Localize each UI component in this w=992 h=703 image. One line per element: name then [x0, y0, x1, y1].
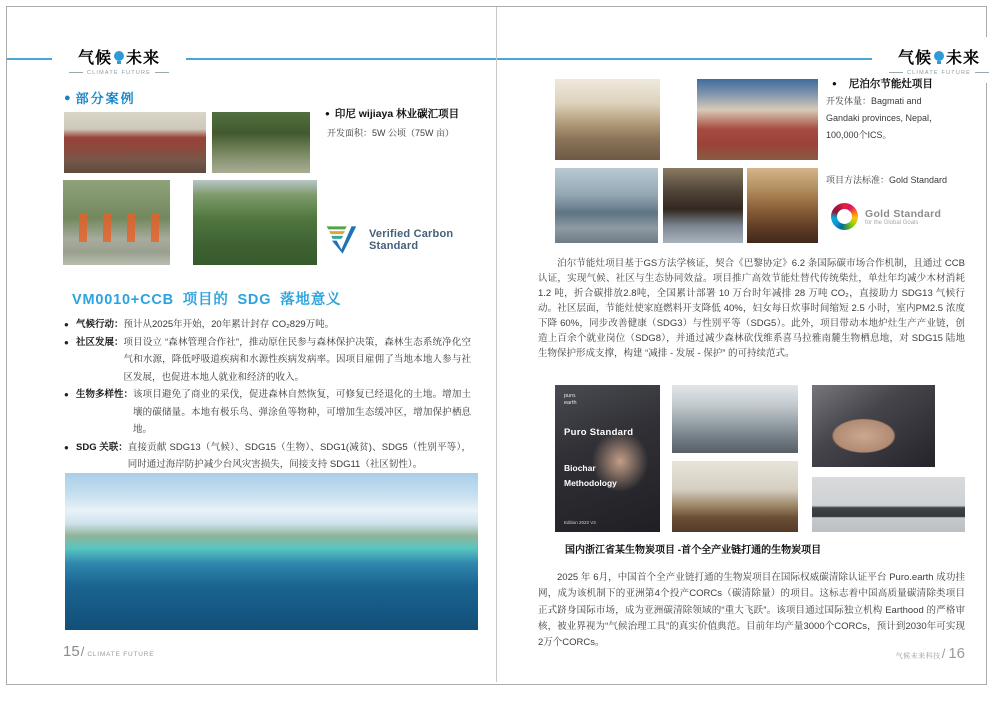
footer-label: CLIMATE FUTURE [87, 651, 155, 658]
case2-volume-line2: Gandaki provinces, Nepal， [826, 113, 939, 123]
photo-stove-closeup [663, 168, 743, 243]
sdg-bullet-list [64, 316, 471, 474]
photo-puro-standard-cover [555, 385, 660, 532]
photo-signing-ceremony [812, 477, 965, 532]
page-number: 15 [63, 643, 80, 660]
paragraph-biochar-text: 2025 年 6月，中国首个全产业链打通的生物炭项目在国际权威碳清除认证平台 Puro.earth 成功挂网，成为该机制下的亚洲第4个投产CORCs（碳清除量）的项目。这标志着中国高质量碳清除类项目正式跻身国际市场，成为亚洲碳清除领域的“重大飞跃”。该项目通过国际独立机构 Earthood 的严格审核，被业界视为“气候治理工具”的真实价值典范。目前年均产量3000个CORCs，预计到2030年可实现2万个CORCs。 [538, 572, 965, 649]
photo-stove-handover [555, 168, 658, 243]
case2-title-label: 尼泊尔节能灶项目 [848, 78, 933, 90]
puro-brand-line2: earth [564, 399, 577, 406]
gold-standard-line1: Gold Standard [865, 207, 942, 220]
photo-workers-orange-vests [63, 180, 170, 265]
gold-standard-logo [831, 203, 941, 230]
photo-outdoor-group-trees [212, 112, 310, 173]
bullet-text: 项目设立 “森林管理合作社”，推动原住民参与森林保护决策，森林生态系统净化空气和水源，降低呼吸道疾病和水源性疾病发病率。因项目雇佣了当地本地人参与社区发展，也促进本地人就业和经济的收入。 [123, 336, 471, 383]
section-title [64, 88, 136, 107]
footer-right [815, 645, 965, 662]
gold-standard-text [865, 208, 941, 226]
footer-separator: / [941, 646, 946, 661]
biochar-caption [565, 541, 821, 556]
case2-standard: 项目方法标准：Gold Standard [826, 175, 948, 185]
brand-wordmark [898, 45, 980, 68]
page-divider [496, 7, 497, 682]
paragraph-nepal [538, 256, 965, 361]
page-number: 16 [948, 645, 965, 662]
case2-dot-icon: ● [832, 79, 837, 88]
puro-cover-title: Puro Standard [564, 427, 634, 438]
puro-brand-line1: puro. [564, 393, 577, 399]
case2-title [832, 76, 933, 91]
section-dot-icon: ● [64, 91, 71, 104]
vcs-line2: Standard [369, 240, 419, 252]
brand-tagline: CLIMATE FUTURE [69, 70, 169, 76]
photo-meeting-room [555, 79, 660, 160]
brand-logo-left [52, 37, 186, 83]
bullet-dot-icon: ● [64, 320, 69, 329]
bullet-label: 气候行动： [76, 319, 124, 330]
case1-detail: 开发面积：5W 公顷（75W 亩） [327, 128, 455, 138]
puro-cover-edition: Edition 2022 V3 [564, 520, 596, 525]
photo-forest-aerial [193, 180, 317, 265]
paragraph-nepal-text: 泊尔节能灶项目基于GS方法学核证，契合《巴黎协定》6.2 条国际碳市场合作机制，且通过 CCB 认证，实现气候、社区与生态协同效益。项目推广高效节能灶替代传统柴灶，单灶年均减少木材消耗 1.2 吨，折合碳排放2.8吨，全国累计部署 10 万台时年减排 28 万吨 CO₂，直接助力 SDG13 气候行动。社区层面，节能灶使家庭燃料开支降低 40%，妇女每日炊事时间缩短 2.5 小时，室内PM2.5 浓度下降 60%，同步改善健康（SDG3）与性别平等（SDG5）。此外，项目带动本地炉灶生产产业链，创造上百余个就业岗位（SDG8），并通过减少森林砍伐维系喜马拉雅南麓生物栖息地，对 SDG15 陆地生物保护形成支撑，构建 “减排 - 发展 - 保护” 的可持续范式。 [538, 258, 965, 359]
bullet-text: 直接贡献 SDG13（气候）、SDG15（生物）、SDG1(减贫)、SDG5（性别平等），同时通过海岸防护减少台风灾害损失，间接支持 SDG11（社区韧性）。 [127, 441, 471, 470]
list-item [64, 386, 471, 439]
brand-cn2: 未来 [126, 49, 161, 67]
photo-warehouse-loader [672, 461, 798, 532]
sdg-heading: VM0010+CCB 项目的 SDG 落地意义 [72, 292, 342, 308]
vcs-checkmark-icon [323, 224, 361, 256]
gold-standard-ring-icon [831, 203, 858, 230]
case1-dot-icon: ● [325, 109, 330, 118]
case2-volume-line1: 开发体量：Bagmati and [826, 96, 922, 106]
brand-tagline: CLIMATE FUTURE [889, 70, 989, 76]
list-item [64, 316, 471, 334]
biochar-caption-bold: 国内浙江省某生物炭项目 [565, 545, 675, 556]
puro-cover-sub2: Methodology [564, 478, 617, 488]
bullet-label: 生物多样性： [76, 389, 134, 400]
list-item [64, 334, 471, 387]
puro-cover-sub1: Biochar [564, 463, 596, 473]
bullet-label: SDG 关联： [76, 441, 128, 453]
vcs-logo [323, 224, 453, 256]
list-item [64, 439, 471, 474]
brand-wordmark [78, 45, 160, 68]
photo-factory-machinery [672, 385, 798, 453]
case1-title-label: 印尼 wijiaya 林业碳汇项目 [334, 108, 460, 120]
case2-volume [826, 93, 971, 144]
photo-woman-at-stove [747, 168, 818, 243]
footer-left [63, 643, 154, 660]
footer-separator: / [80, 644, 85, 659]
case1-title [325, 106, 459, 121]
section-title-label: 部分案例 [75, 91, 136, 106]
brand-cn1: 气候 [77, 49, 112, 67]
photo-biochar-hand [812, 385, 935, 467]
paragraph-biochar [538, 570, 965, 651]
balloon-icon [934, 51, 944, 61]
bullet-dot-icon: ● [64, 337, 69, 347]
bullet-text: 预计从2025年开始，20年累计封存 CO₂829万吨。 [123, 319, 335, 330]
footer-label: 气候未来科技 [895, 653, 941, 660]
photo-indoor-group-ceremony [64, 112, 206, 173]
bullet-dot-icon: ● [64, 390, 69, 399]
puro-earth-logo [564, 393, 577, 406]
vcs-line1: Verified Carbon [369, 227, 454, 240]
gold-standard-line2: for the Global Goals [865, 219, 919, 226]
brand-cn2: 未来 [946, 49, 981, 67]
vcs-logo-text [369, 228, 453, 253]
biochar-caption-rest: -首个全产业链打通的生物炭项目 [675, 545, 822, 556]
bullet-dot-icon: ● [64, 442, 69, 452]
balloon-icon [114, 51, 124, 61]
photo-coastal-aerial [65, 473, 478, 630]
case2-volume-line3: 100,000个ICS。 [826, 130, 892, 140]
brand-cn1: 气候 [897, 49, 932, 67]
bullet-text: 该项目避免了商业的采伐，促进森林自然恢复，可修复已经退化的土地。增加土壤的碳储量。本地有极乐鸟、弹涂鱼等物种，可增加生态缓冲区，增加保护栖息地。 [133, 389, 471, 435]
photo-conference-hall [697, 79, 818, 160]
bullet-label: 社区发展： [76, 336, 124, 348]
